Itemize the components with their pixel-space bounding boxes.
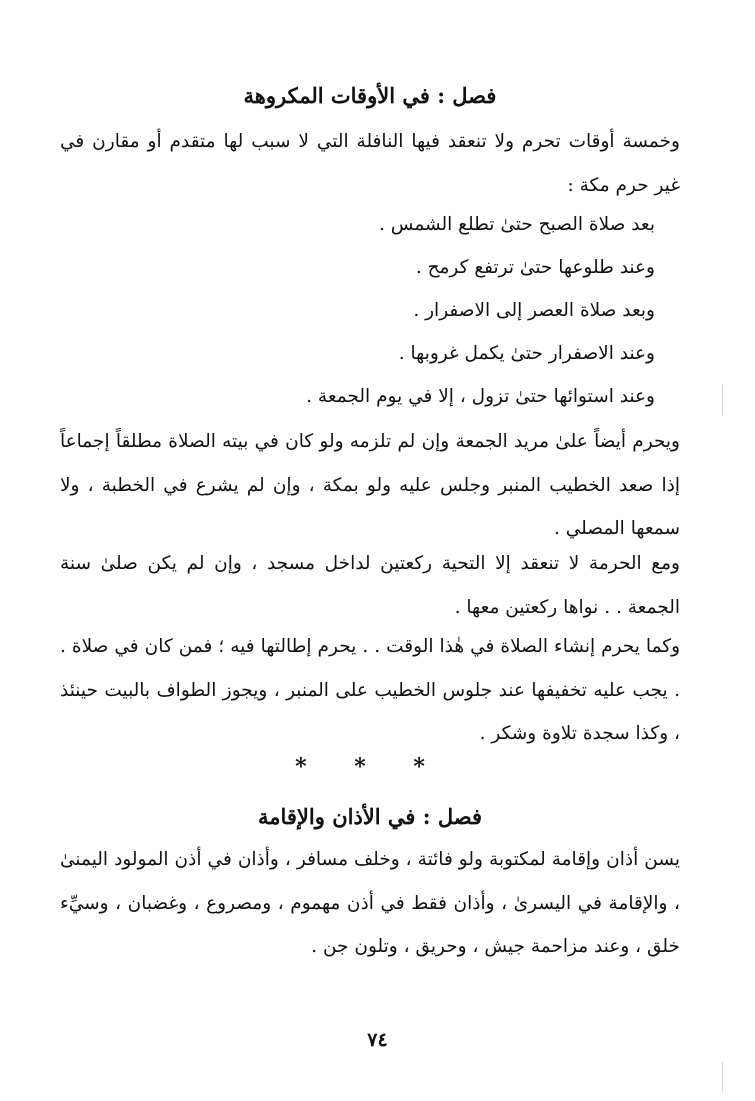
paragraph-prolonging-prayer: وكما يحرم إنشاء الصلاة في هٰذا الوقت . . يحرم إطالتها فيه ؛ فمن كان في صلاة . . يجب عليه تخفيفها عند جلوس الخطيب على المنبر ، ويجوز الطواف بالبيت حينئذ ، وكذا سجدة تلاوة وشكر . <box>60 636 680 744</box>
list-item: وبعد صلاة العصر إلى الاصفرار . <box>413 300 655 321</box>
paragraph-tahiyya: ومع الحرمة لا تنعقد إلا التحية ركعتين لداخل مسجد ، وإن لم يكن صلىٰ سنة الجمعة . . نواها ركعتين معها . <box>60 553 680 618</box>
margin-mark <box>722 385 723 415</box>
paragraph-adhan: يسن أذان وإقامة لمكتوبة ولو فائتة ، وخلف مسافر ، وأذان في أذن المولود اليمنىٰ ، والإقامة في اليسرىٰ ، وأذان فقط في أذن مهموم ، ومصروع ، وغضبان ، وسيِّء خلق ، وعند مزاحمة جيش ، وحريق ، وتلون جن . <box>60 849 680 957</box>
paragraph-friday-prohibition: ويحرم أيضاً علىٰ مريد الجمعة وإن لم تلزمه ولو كان في بيته الصلاة مطلقاً إجماعاً إذا صعد الخطيب المنبر وجلس عليه ولو بمكة ، وإن لم يشرع في الخطبة ، ولا سمعها المصلي . <box>60 431 680 539</box>
list-item: وعند استوائها حتىٰ تزول ، إلا في يوم الجمعة . <box>306 386 655 407</box>
list-item: وعند طلوعها حتىٰ ترتفع كرمح . <box>415 257 655 278</box>
margin-mark <box>722 1062 723 1092</box>
list-item: وعند الاصفرار حتىٰ يكمل غروبها . <box>398 343 655 364</box>
section-heading-adhan: فصل : في الأذان والإقامة <box>257 804 482 829</box>
page-number: ٧٤ <box>367 1029 388 1051</box>
list-item: بعد صلاة الصبح حتىٰ تطلع الشمس . <box>378 214 655 235</box>
paragraph-intro: وخمسة أوقات تحرم ولا تنعقد فيها النافلة التي لا سبب لها متقدم أو مقارن في غير حرم مكة : <box>60 131 680 196</box>
section-heading-makruh-times: فصل : في الأوقات المكروهة <box>243 83 497 108</box>
section-separator: * * * <box>295 754 445 780</box>
